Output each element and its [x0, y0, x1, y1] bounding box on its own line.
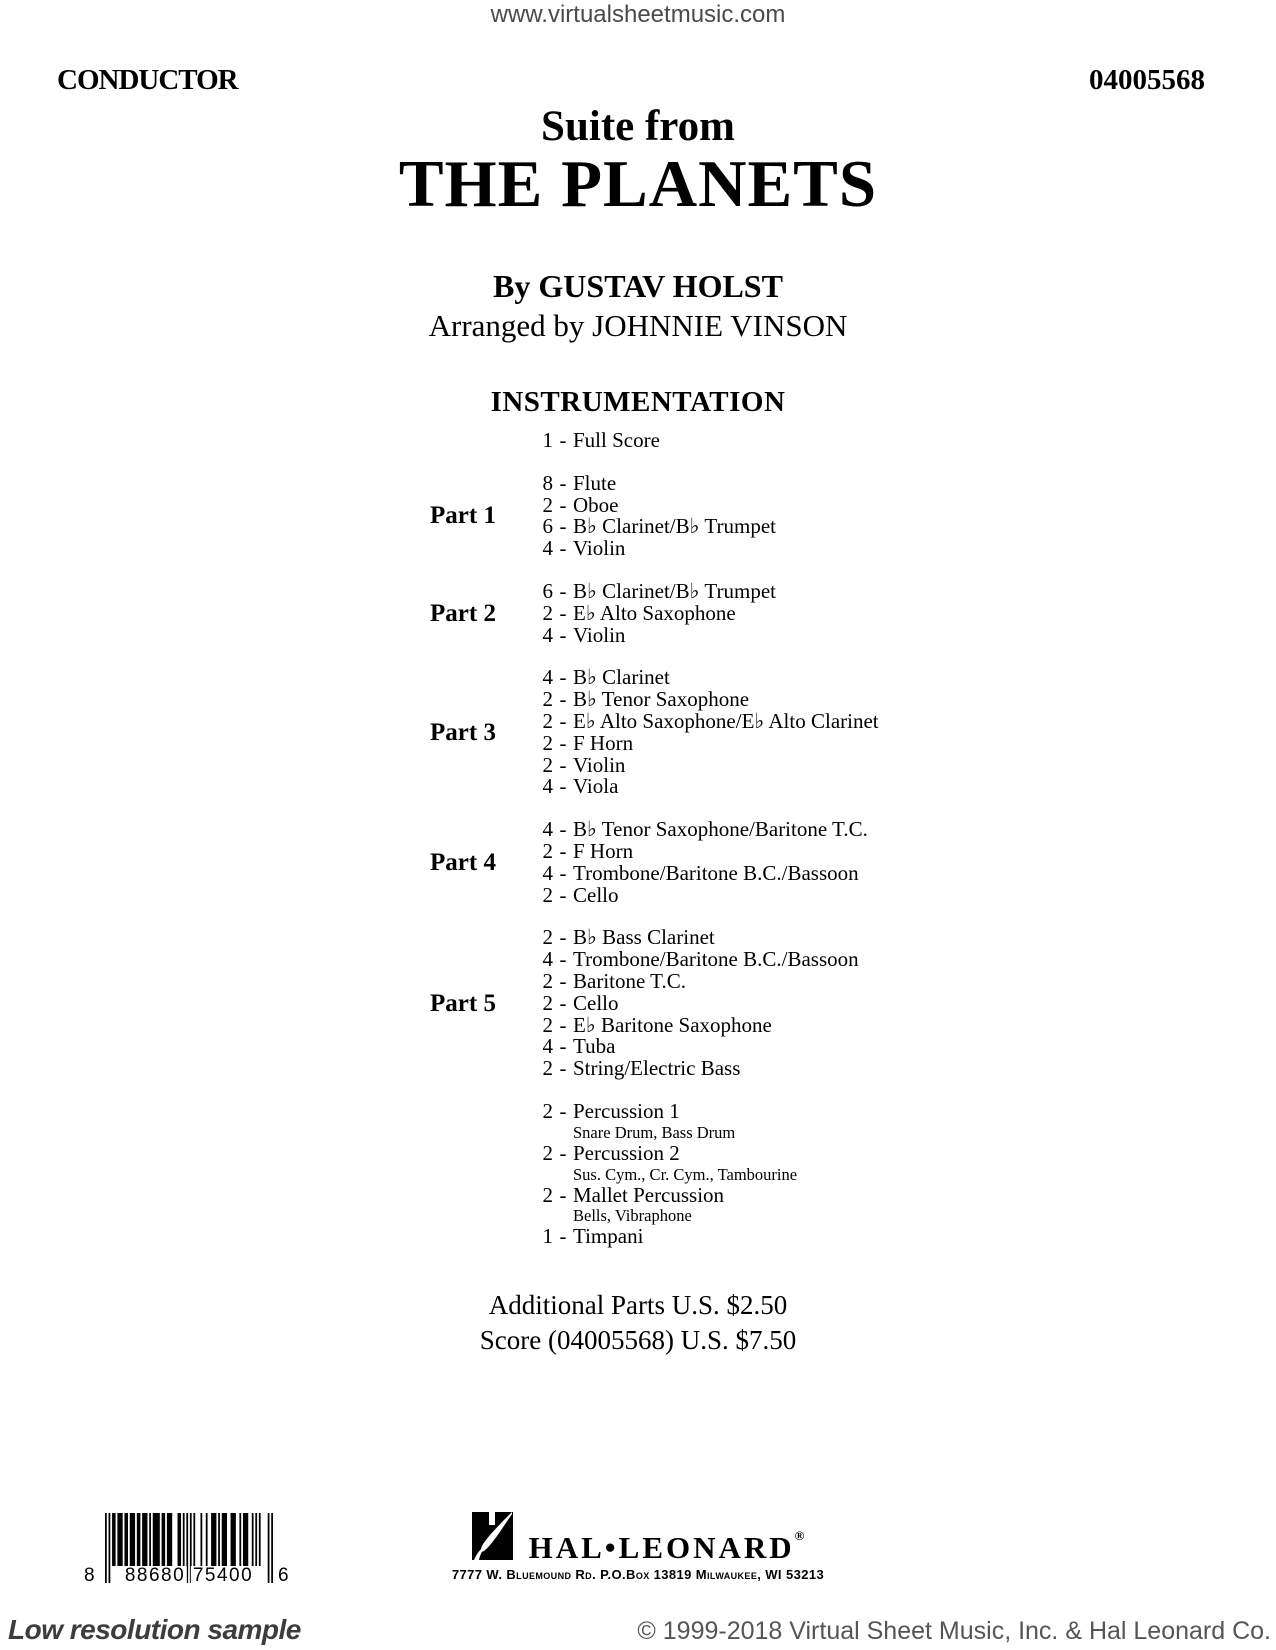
barcode-group1: 88680 [124, 1565, 186, 1586]
instrument-name: Flute [573, 470, 617, 495]
qty-name-separator: - [559, 708, 567, 733]
instrument-row [540, 430, 660, 452]
qty-name-separator: - [559, 817, 567, 842]
instrument-group [430, 819, 879, 906]
instrument-qty: 2 [542, 1140, 553, 1165]
instrument-qty: 4 [542, 1034, 553, 1059]
qty-name-separator: - [559, 1182, 567, 1207]
qty-name-separator: - [559, 428, 567, 452]
part-name-label: CONDUCTOR [57, 64, 238, 96]
instrument-row [540, 492, 776, 517]
instrument-qty: 2 [542, 882, 553, 907]
instrument-items [540, 430, 660, 452]
qty-name-separator: - [559, 1098, 567, 1123]
instrument-row [540, 689, 879, 711]
instrument-name: Full Score [573, 428, 660, 452]
instrument-qty: 2 [542, 1182, 553, 1207]
qty-name-separator: - [559, 665, 567, 690]
instrument-qty: 4 [542, 536, 553, 561]
instrument-name: B♭ Bass Clarinet [573, 925, 715, 950]
instrument-qty: 2 [542, 968, 553, 993]
instrument-qty: 4 [542, 817, 553, 842]
instrument-name: Mallet Percussion [573, 1182, 725, 1207]
instrument-name: String/Electric Bass [573, 1056, 741, 1081]
instrument-row [540, 1098, 797, 1123]
qty-name-separator: - [559, 1224, 567, 1249]
instrument-qty: 2 [542, 925, 553, 950]
part-label: Part 2 [430, 599, 496, 627]
part-label: Part 3 [430, 718, 496, 746]
instrument-items [540, 470, 776, 561]
qty-name-separator: - [559, 687, 567, 712]
instrumentation-list [430, 430, 879, 1269]
instrument-sublist: Snare Drum, Bass Drum [573, 1122, 736, 1142]
qty-name-separator: - [559, 925, 567, 950]
instrument-row [540, 752, 879, 777]
page-title: THE PLANETS [398, 147, 878, 221]
instrument-row [540, 578, 776, 603]
score-price: Score (04005568) U.S. $7.50 [479, 1324, 797, 1355]
qty-name-separator: - [559, 536, 567, 561]
instrument-name: B♭ Tenor Saxophone/Baritone T.C. [573, 817, 868, 842]
instrument-qty: 2 [542, 1056, 553, 1081]
instrument-name: F Horn [573, 730, 634, 755]
instrument-row [540, 667, 879, 689]
instrument-name: Cello [573, 882, 619, 907]
instrument-qty: 4 [542, 665, 553, 690]
instrument-row [540, 1226, 797, 1248]
instrument-qty: 2 [542, 687, 553, 712]
instrument-qty: 2 [542, 752, 553, 777]
instrument-row [540, 1012, 859, 1037]
copyright-notice: © 1999-2018 Virtual Sheet Music, Inc. & Hal Leonard Co. [637, 1617, 1271, 1645]
qty-name-separator: - [559, 600, 567, 625]
barcode-right-digit: 6 [278, 1565, 289, 1586]
qty-name-separator: - [559, 774, 567, 799]
instrument-qty: 8 [542, 470, 553, 495]
qty-name-separator: - [559, 492, 567, 517]
instrument-qty: 2 [542, 730, 553, 755]
instrument-row [540, 819, 868, 841]
instrument-items [540, 667, 879, 798]
part-label: Part 1 [430, 502, 496, 530]
instrument-name: B♭ Clarinet/B♭ Trumpet [573, 514, 776, 539]
instrument-name: Baritone T.C. [573, 968, 686, 993]
instrument-name: Violin [573, 752, 626, 777]
instrument-group [430, 667, 879, 798]
instrument-name: Violin [573, 622, 626, 647]
qty-name-separator: - [559, 860, 567, 885]
instrument-name: E♭ Alto Saxophone [573, 600, 736, 625]
instrument-group [430, 430, 879, 452]
instrument-items [540, 927, 859, 1080]
instrument-row [540, 990, 859, 1015]
barcode-group2: 75400 [192, 1565, 254, 1586]
instrument-row [540, 838, 868, 863]
instrument-name: E♭ Baritone Saxophone [573, 1012, 772, 1037]
instrument-qty: 4 [542, 622, 553, 647]
qty-name-separator: - [559, 470, 567, 495]
instrument-qty: 2 [542, 1012, 553, 1037]
qty-name-separator: - [559, 1056, 567, 1081]
publisher-logo-row [472, 1512, 805, 1565]
publisher-name-text: HAL•LEONARD [528, 1529, 795, 1565]
instrument-qty: 4 [542, 947, 553, 972]
qty-name-separator: - [559, 1012, 567, 1037]
instrument-qty: 1 [542, 428, 553, 452]
qty-name-separator: - [559, 752, 567, 777]
qty-name-separator: - [559, 968, 567, 993]
arranger-credit: Arranged by JOHNNIE VINSON [428, 308, 848, 343]
additional-parts-price: Additional Parts U.S. $2.50 [488, 1290, 788, 1320]
instrument-qty: 2 [542, 600, 553, 625]
instrument-sublist: Bells, Vibraphone [573, 1206, 692, 1226]
instrument-items [540, 1098, 798, 1249]
qty-name-separator: - [559, 1140, 567, 1165]
instrument-row [540, 708, 879, 733]
hal-leonard-logo-icon [472, 1512, 513, 1560]
instrument-name: Violin [573, 536, 626, 561]
instrument-row [540, 1036, 859, 1058]
part-label: Part 4 [430, 848, 496, 876]
instrument-qty: 4 [542, 774, 553, 799]
instrument-row [540, 730, 879, 755]
publisher-address: 7777 W. Bluemound Rd. P.O.Box 13819 Milwaukee, WI 53213 [451, 1567, 825, 1582]
qty-name-separator: - [559, 990, 567, 1015]
instrument-name: E♭ Alto Saxophone/E♭ Alto Clarinet [573, 708, 879, 733]
instrument-items [540, 819, 868, 906]
instrument-qty: 2 [542, 1098, 553, 1123]
instrument-group [430, 1098, 879, 1249]
registered-mark: ® [794, 1527, 805, 1543]
instrument-name: Percussion 2 [573, 1140, 680, 1165]
instrument-name: B♭ Tenor Saxophone [573, 687, 750, 712]
instrument-row [540, 538, 776, 560]
qty-name-separator: - [559, 882, 567, 907]
instrument-row [540, 1058, 859, 1080]
qty-name-separator: - [559, 947, 567, 972]
pricing-block [0, 1288, 1276, 1357]
instrument-row [540, 949, 859, 971]
instrument-group [430, 470, 879, 561]
barcode-left-digit: 8 [84, 1565, 95, 1586]
instrument-row [540, 600, 776, 625]
part-label: Part 5 [430, 989, 496, 1017]
qty-name-separator: - [559, 838, 567, 863]
instrument-qty: 2 [542, 990, 553, 1015]
instrument-name: F Horn [573, 838, 634, 863]
qty-name-separator: - [559, 730, 567, 755]
instrument-name: Viola [573, 774, 619, 799]
instrument-name: Tuba [573, 1034, 616, 1059]
instrument-sublist: Sus. Cym., Cr. Cym., Tambourine [573, 1164, 798, 1184]
instrument-row [540, 927, 859, 949]
footer [8, 1614, 1271, 1646]
instrument-row [540, 860, 868, 885]
publisher-block [0, 1512, 1276, 1582]
instrument-qty: 1 [542, 1224, 553, 1249]
catalog-number: 04005568 [1089, 64, 1205, 96]
instrument-row [540, 882, 868, 907]
instrument-name: Percussion 1 [573, 1098, 680, 1123]
instrument-name: B♭ Clarinet/B♭ Trumpet [573, 578, 776, 603]
composer-credit: By GUSTAV HOLST [493, 268, 783, 304]
instrument-qty: 2 [542, 838, 553, 863]
publisher-name [528, 1527, 805, 1565]
qty-name-separator: - [559, 514, 567, 539]
instrument-row [540, 622, 776, 647]
qty-name-separator: - [559, 578, 567, 603]
instrument-name: B♭ Clarinet [573, 665, 670, 690]
instrumentation-heading: INSTRUMENTATION [490, 386, 786, 418]
instrument-qty: 4 [542, 860, 553, 885]
website-url: www.virtualsheetmusic.com [490, 1, 786, 28]
instrument-name: Oboe [573, 492, 619, 517]
instrument-name: Timpani [573, 1224, 644, 1249]
qty-name-separator: - [559, 622, 567, 647]
instrument-name: Trombone/Baritone B.C./Bassoon [573, 860, 859, 885]
instrument-qty: 2 [542, 708, 553, 733]
instrument-row [540, 776, 879, 798]
instrument-row [540, 1182, 797, 1207]
instrument-row [540, 1140, 797, 1165]
qty-name-separator: - [559, 1034, 567, 1059]
instrument-qty: 6 [542, 514, 553, 539]
low-resolution-watermark: Low resolution sample [8, 1614, 301, 1645]
instrument-qty: 2 [542, 492, 553, 517]
instrument-row [540, 516, 776, 538]
title-line1: Suite from [541, 103, 735, 150]
instrument-group [430, 578, 879, 647]
instrument-row [540, 968, 859, 993]
instrument-items [540, 578, 776, 647]
instrument-qty: 6 [542, 578, 553, 603]
instrument-name: Trombone/Baritone B.C./Bassoon [573, 947, 859, 972]
instrument-group [430, 927, 879, 1080]
instrument-row [540, 470, 776, 495]
meta-row [57, 64, 1205, 97]
instrument-name: Cello [573, 990, 619, 1015]
